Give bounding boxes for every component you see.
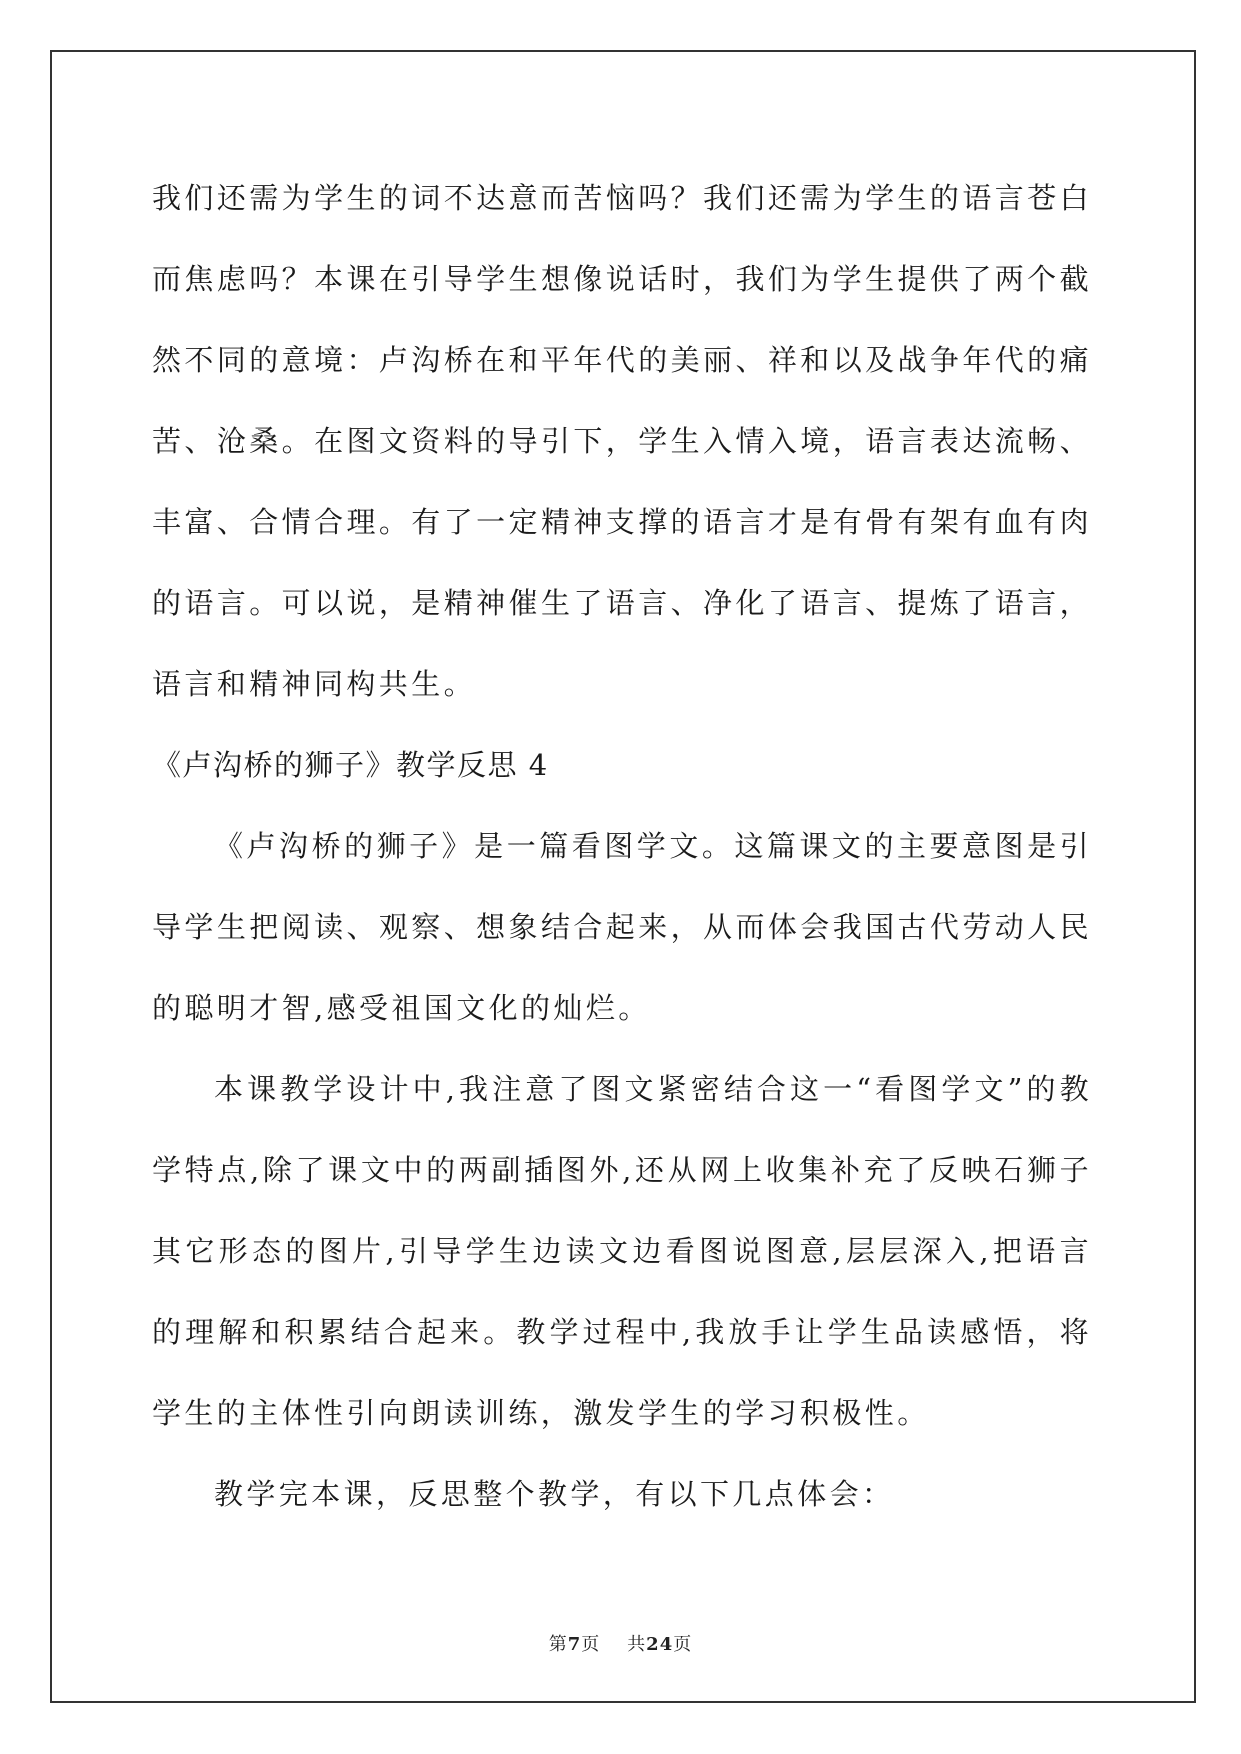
document-body [152,158,1092,1535]
page-number: 7 [567,1634,582,1655]
page-suffix: 页 [581,1634,601,1655]
body-paragraph: 《卢沟桥的狮子》是一篇看图学文。这篇课文的主要意图是引导学生把阅读、观察、想象结合起来，从而体会我国古代劳动人民的聪明才智,感受祖国文化的灿烂。 [152,829,1092,1025]
body-paragraph: 本课教学设计中,我注意了图文紧密结合这一“看图学文”的教学特点,除了课文中的两副插图外,还从网上收集补充了反映石狮子其它形态的图片,引导学生边读文边看图说图意,层层深入,把语言的理解和积累结合起来。教学过程中,我放手让学生品读感悟，将学生的主体性引向朗读训练，激发学生的学习积极性。 [152,1072,1092,1430]
section-title: 《卢沟桥的狮子》教学反思 4 [152,748,549,782]
page-prefix: 第 [548,1634,568,1655]
body-paragraph: 教学完本课，反思整个教学，有以下几点体会： [214,1477,895,1511]
total-suffix: 页 [673,1634,693,1655]
page-footer [0,1630,1241,1656]
total-pages: 24 [646,1634,674,1655]
total-prefix: 共 [627,1634,647,1655]
body-paragraph: 我们还需为学生的词不达意而苦恼吗？我们还需为学生的语言苍白而焦虑吗？本课在引导学生想像说话时，我们为学生提供了两个截然不同的意境：卢沟桥在和平年代的美丽、祥和以及战争年代的痛苦、沧桑。在图文资料的导引下，学生入情入境，语言表达流畅、丰富、合情合理。有了一定精神支撑的语言才是有骨有架有血有肉的语言。可以说，是精神催生了语言、净化了语言、提炼了语言，语言和精神同构共生。 [152,181,1092,701]
